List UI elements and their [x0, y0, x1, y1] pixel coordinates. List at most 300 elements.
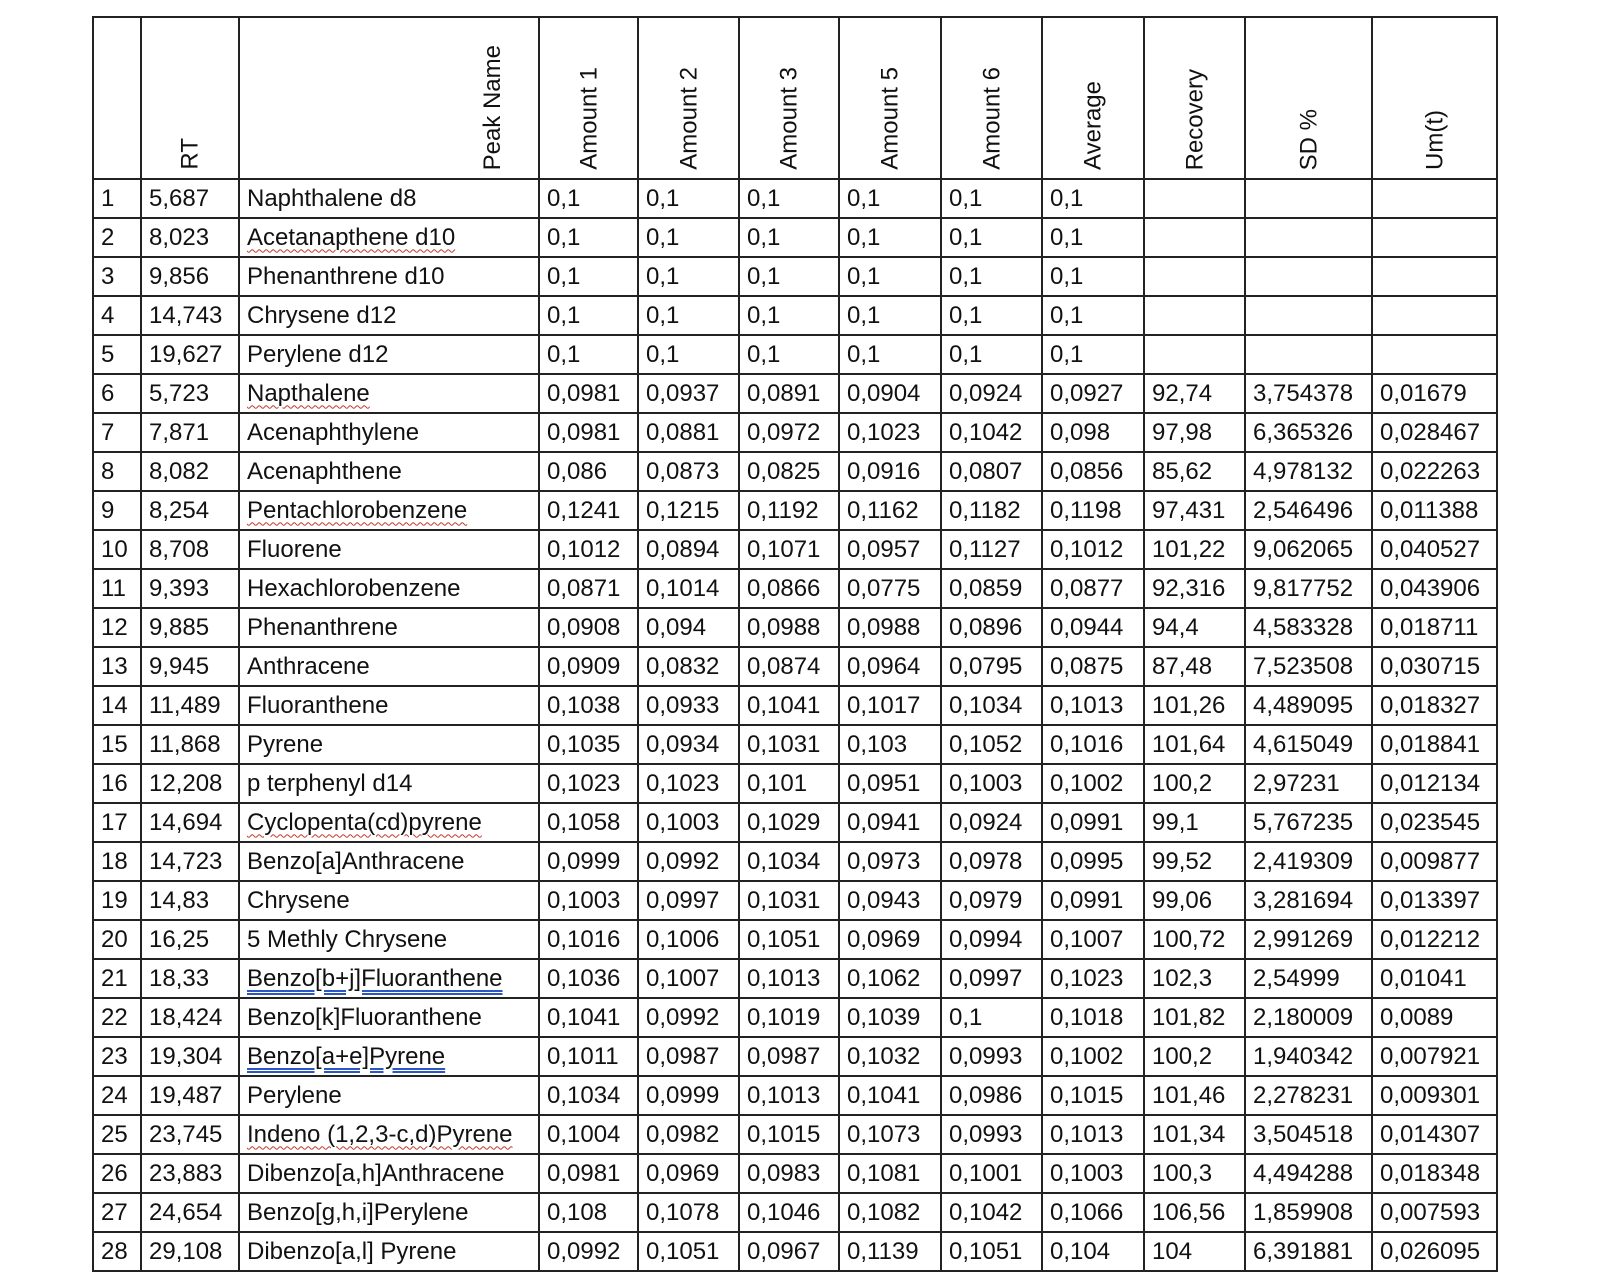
amount-6-cell	[941, 179, 1042, 218]
amount-6-cell-text: 0,0924	[949, 379, 1023, 407]
sd-percent-cell	[1245, 998, 1372, 1037]
row-index-text: 13	[101, 652, 128, 680]
um-t-cell	[1372, 1037, 1497, 1076]
um-t-cell	[1372, 179, 1497, 218]
amount-3-cell	[739, 1037, 839, 1076]
amount-1-cell	[539, 608, 638, 647]
recovery-cell	[1144, 413, 1245, 452]
amount-1-cell	[539, 257, 638, 296]
table-row	[93, 374, 1497, 413]
amount-2-cell-text: 0,0934	[646, 730, 720, 758]
amount-2-cell-text: 0,0987	[646, 1042, 720, 1070]
amount-1-cell-text: 0,1058	[547, 808, 621, 836]
amount-2-cell-text: 0,1	[646, 340, 680, 368]
amount-6-cell-text: 0,0795	[949, 652, 1023, 680]
amount-5-cell-text: 0,1023	[847, 418, 921, 446]
sd-percent-cell-text: 3,281694	[1253, 886, 1354, 914]
row-index	[93, 491, 141, 530]
um-t-cell	[1372, 530, 1497, 569]
row-index-text: 19	[101, 886, 128, 914]
peak-name-cell-text: Acenaphthene	[247, 457, 402, 485]
recovery-cell-text: 100,72	[1152, 925, 1226, 953]
rt-cell	[141, 179, 239, 218]
row-index-text: 23	[101, 1042, 128, 1070]
peak-name-cell-text: Pyrene	[247, 730, 324, 758]
recovery-cell	[1144, 257, 1245, 296]
header-label: Amount 1	[574, 67, 602, 170]
row-index-text: 24	[101, 1081, 128, 1109]
row-index-text: 2	[101, 223, 115, 251]
rt-cell	[141, 452, 239, 491]
amount-6-cell-text: 0,0924	[949, 808, 1023, 836]
recovery-cell-text: 99,52	[1152, 847, 1213, 875]
average-cell-text: 0,0991	[1050, 886, 1124, 914]
amount-5-cell	[839, 842, 941, 881]
row-index	[93, 569, 141, 608]
amount-2-cell	[638, 1115, 739, 1154]
amount-5-cell	[839, 647, 941, 686]
amount-1-cell-text: 0,1016	[547, 925, 621, 953]
sd-percent-cell-text: 5,767235	[1253, 808, 1354, 836]
amount-1-cell	[539, 647, 638, 686]
amount-5-cell	[839, 374, 941, 413]
peak-name-cell	[239, 1154, 539, 1193]
rt-cell	[141, 725, 239, 764]
header-amount-3	[739, 17, 839, 179]
row-index-text: 1	[101, 184, 115, 212]
amount-1-cell-text: 0,1	[547, 184, 581, 212]
amount-3-cell	[739, 413, 839, 452]
row-index-text: 22	[101, 1003, 128, 1031]
um-t-cell-text: 0,018348	[1380, 1159, 1481, 1187]
sd-percent-cell	[1245, 959, 1372, 998]
sd-percent-cell-text: 1,940342	[1253, 1042, 1354, 1070]
amount-3-cell	[739, 1232, 839, 1271]
amount-3-cell-text: 0,1019	[747, 1003, 821, 1031]
peak-name-cell-text: 5 Methly Chrysene	[247, 925, 448, 953]
recovery-cell-text: 101,22	[1152, 535, 1226, 563]
amount-5-cell	[839, 1076, 941, 1115]
peak-name-cell-text: Indeno (1,2,3-c,d)Pyrene	[247, 1120, 513, 1148]
amount-1-cell	[539, 842, 638, 881]
peak-name-cell	[239, 998, 539, 1037]
recovery-cell-text: 100,2	[1152, 1042, 1213, 1070]
table-row	[93, 1193, 1497, 1232]
amount-1-cell-text: 0,1	[547, 340, 581, 368]
amount-6-cell-text: 0,0994	[949, 925, 1023, 953]
rt-cell	[141, 647, 239, 686]
table-row	[93, 803, 1497, 842]
peak-name-cell-text: Cyclopenta(cd)pyrene	[247, 808, 482, 836]
recovery-cell-text: 102,3	[1152, 964, 1213, 992]
sd-percent-cell	[1245, 1193, 1372, 1232]
peak-name-cell	[239, 257, 539, 296]
amount-1-cell-text: 0,1036	[547, 964, 621, 992]
um-t-cell	[1372, 959, 1497, 998]
rt-cell-text: 8,023	[149, 223, 210, 251]
um-t-cell	[1372, 998, 1497, 1037]
amount-5-cell	[839, 764, 941, 803]
sd-percent-cell	[1245, 296, 1372, 335]
peak-name-cell-text: Dibenzo[a,l] Pyrene	[247, 1237, 457, 1265]
um-t-cell-text: 0,01041	[1380, 964, 1467, 992]
row-index	[93, 725, 141, 764]
amount-6-cell-text: 0,1127	[949, 535, 1021, 563]
row-index	[93, 1232, 141, 1271]
row-index-text: 27	[101, 1198, 128, 1226]
amount-3-cell-text: 0,0825	[747, 457, 821, 485]
amount-1-cell	[539, 1037, 638, 1076]
rt-cell-text: 8,082	[149, 457, 210, 485]
rt-cell-text: 29,108	[149, 1237, 223, 1265]
um-t-cell-text: 0,018711	[1380, 613, 1479, 641]
recovery-cell	[1144, 335, 1245, 374]
amount-5-cell	[839, 1154, 941, 1193]
amount-2-cell-text: 0,0982	[646, 1120, 720, 1148]
row-index-text: 7	[101, 418, 115, 446]
sd-percent-cell	[1245, 1115, 1372, 1154]
amount-5-cell-text: 0,1032	[847, 1042, 921, 1070]
amount-5-cell	[839, 296, 941, 335]
average-cell	[1042, 491, 1144, 530]
peak-name-cell-text: Acetanapthene d10	[247, 223, 456, 251]
amount-6-cell-text: 0,1	[949, 184, 983, 212]
amount-3-cell	[739, 335, 839, 374]
peak-name-cell	[239, 452, 539, 491]
amount-2-cell	[638, 569, 739, 608]
amount-6-cell-text: 0,0993	[949, 1120, 1023, 1148]
um-t-cell	[1372, 1076, 1497, 1115]
table-row	[93, 1154, 1497, 1193]
amount-2-cell-text: 0,0832	[646, 652, 720, 680]
results-table	[92, 16, 1498, 1272]
rt-cell-text: 8,254	[149, 496, 210, 524]
amount-5-cell-text: 0,1139	[847, 1237, 919, 1265]
amount-6-cell-text: 0,1	[949, 262, 983, 290]
amount-3-cell-text: 0,101	[747, 769, 808, 797]
average-cell	[1042, 413, 1144, 452]
sd-percent-cell	[1245, 1076, 1372, 1115]
rt-cell	[141, 257, 239, 296]
amount-2-cell	[638, 998, 739, 1037]
amount-3-cell	[739, 257, 839, 296]
amount-6-cell	[941, 608, 1042, 647]
rt-cell	[141, 608, 239, 647]
amount-5-cell-text: 0,0916	[847, 457, 921, 485]
table-row	[93, 1076, 1497, 1115]
amount-1-cell	[539, 1193, 638, 1232]
amount-3-cell	[739, 803, 839, 842]
table-row	[93, 920, 1497, 959]
amount-1-cell-text: 0,108	[547, 1198, 608, 1226]
peak-name-cell	[239, 218, 539, 257]
amount-3-cell-text: 0,1015	[747, 1120, 821, 1148]
amount-5-cell	[839, 959, 941, 998]
amount-3-cell-text: 0,1	[747, 262, 781, 290]
um-t-cell	[1372, 842, 1497, 881]
sd-percent-cell	[1245, 1154, 1372, 1193]
recovery-cell-text: 106,56	[1152, 1198, 1226, 1226]
average-cell	[1042, 179, 1144, 218]
amount-3-cell	[739, 725, 839, 764]
sd-percent-cell	[1245, 647, 1372, 686]
amount-5-cell	[839, 569, 941, 608]
row-index-text: 10	[101, 535, 128, 563]
table-row	[93, 257, 1497, 296]
recovery-cell	[1144, 374, 1245, 413]
rt-cell-text: 23,883	[149, 1159, 223, 1187]
rt-cell	[141, 1154, 239, 1193]
rt-cell	[141, 374, 239, 413]
header-amount-5	[839, 17, 941, 179]
amount-3-cell-text: 0,1031	[747, 886, 821, 914]
rt-cell	[141, 959, 239, 998]
recovery-cell-text: 85,62	[1152, 457, 1213, 485]
recovery-cell-text: 101,46	[1152, 1081, 1226, 1109]
peak-name-cell-text: Pentachlorobenzene	[247, 496, 468, 524]
amount-3-cell	[739, 881, 839, 920]
rt-cell-text: 7,871	[149, 418, 210, 446]
peak-name-cell	[239, 179, 539, 218]
table-row	[93, 881, 1497, 920]
amount-6-cell	[941, 881, 1042, 920]
amount-2-cell-text: 0,1014	[646, 574, 720, 602]
rt-cell	[141, 413, 239, 452]
amount-2-cell	[638, 1076, 739, 1115]
amount-5-cell-text: 0,1081	[847, 1159, 921, 1187]
average-cell-text: 0,1013	[1050, 691, 1124, 719]
row-index	[93, 530, 141, 569]
amount-2-cell-text: 0,0937	[646, 379, 720, 407]
amount-1-cell	[539, 1076, 638, 1115]
amount-1-cell	[539, 959, 638, 998]
amount-3-cell	[739, 1154, 839, 1193]
sd-percent-cell	[1245, 764, 1372, 803]
amount-2-cell	[638, 530, 739, 569]
amount-3-cell-text: 0,1031	[747, 730, 821, 758]
peak-name-cell	[239, 1076, 539, 1115]
table-row	[93, 1115, 1497, 1154]
amount-2-cell-text: 0,0992	[646, 847, 720, 875]
peak-name-cell-text: Fluoranthene	[247, 691, 389, 719]
amount-1-cell-text: 0,1	[547, 262, 581, 290]
amount-1-cell	[539, 530, 638, 569]
amount-5-cell-text: 0,103	[847, 730, 908, 758]
amount-5-cell	[839, 1193, 941, 1232]
amount-6-cell	[941, 413, 1042, 452]
table-row	[93, 413, 1497, 452]
amount-6-cell	[941, 452, 1042, 491]
amount-5-cell	[839, 491, 941, 530]
recovery-cell-text: 94,4	[1152, 613, 1199, 641]
amount-2-cell-text: 0,094	[646, 613, 707, 641]
amount-1-cell	[539, 1115, 638, 1154]
amount-1-cell-text: 0,1	[547, 223, 581, 251]
header-label: SD %	[1294, 108, 1322, 170]
peak-name-cell	[239, 686, 539, 725]
table-row	[93, 335, 1497, 374]
rt-cell-text: 5,723	[149, 379, 210, 407]
amount-5-cell-text: 0,0988	[847, 613, 921, 641]
amount-6-cell-text: 0,0978	[949, 847, 1023, 875]
amount-6-cell	[941, 218, 1042, 257]
average-cell-text: 0,104	[1050, 1237, 1111, 1265]
header-label: RT	[176, 138, 204, 170]
um-t-cell	[1372, 491, 1497, 530]
amount-6-cell-text: 0,1042	[949, 418, 1023, 446]
amount-2-cell	[638, 1232, 739, 1271]
amount-3-cell-text: 0,1051	[747, 925, 821, 953]
amount-6-cell-text: 0,1051	[949, 1237, 1023, 1265]
um-t-cell-text: 0,012212	[1380, 925, 1481, 953]
average-cell	[1042, 1115, 1144, 1154]
amount-2-cell-text: 0,1	[646, 223, 680, 251]
average-cell	[1042, 998, 1144, 1037]
recovery-cell	[1144, 764, 1245, 803]
average-cell	[1042, 1232, 1144, 1271]
amount-3-cell-text: 0,0983	[747, 1159, 821, 1187]
sd-percent-cell	[1245, 218, 1372, 257]
average-cell	[1042, 1154, 1144, 1193]
amount-2-cell-text: 0,0997	[646, 886, 720, 914]
sd-percent-cell	[1245, 1232, 1372, 1271]
sd-percent-cell	[1245, 257, 1372, 296]
row-index-text: 20	[101, 925, 128, 953]
amount-2-cell	[638, 764, 739, 803]
sd-percent-cell	[1245, 374, 1372, 413]
recovery-cell	[1144, 608, 1245, 647]
amount-5-cell-text: 0,1	[847, 262, 881, 290]
table-body	[93, 179, 1497, 1271]
um-t-cell-text: 0,009877	[1380, 847, 1481, 875]
recovery-cell	[1144, 842, 1245, 881]
average-cell-text: 0,0944	[1050, 613, 1124, 641]
amount-2-cell	[638, 335, 739, 374]
amount-2-cell	[638, 686, 739, 725]
um-t-cell-text: 0,040527	[1380, 535, 1481, 563]
amount-1-cell	[539, 452, 638, 491]
table-row	[93, 608, 1497, 647]
average-cell-text: 0,1023	[1050, 964, 1124, 992]
average-cell	[1042, 257, 1144, 296]
header-recovery	[1144, 17, 1245, 179]
amount-3-cell-text: 0,1192	[747, 496, 819, 524]
table-row	[93, 530, 1497, 569]
amount-5-cell-text: 0,0904	[847, 379, 921, 407]
peak-name-cell	[239, 803, 539, 842]
amount-5-cell	[839, 257, 941, 296]
amount-6-cell	[941, 764, 1042, 803]
amount-3-cell-text: 0,0874	[747, 652, 821, 680]
sd-percent-cell-text: 2,278231	[1253, 1081, 1354, 1109]
amount-2-cell	[638, 218, 739, 257]
amount-5-cell-text: 0,0775	[847, 574, 921, 602]
average-cell	[1042, 920, 1144, 959]
amount-6-cell	[941, 1193, 1042, 1232]
um-t-cell	[1372, 257, 1497, 296]
table-row	[93, 842, 1497, 881]
amount-1-cell-text: 0,0981	[547, 1159, 621, 1187]
um-t-cell	[1372, 608, 1497, 647]
row-index-text: 3	[101, 262, 115, 290]
average-cell-text: 0,098	[1050, 418, 1111, 446]
average-cell-text: 0,1	[1050, 223, 1084, 251]
sd-percent-cell-text: 1,859908	[1253, 1198, 1354, 1226]
sd-percent-cell	[1245, 920, 1372, 959]
header-label: Peak Name	[479, 44, 506, 170]
recovery-cell-text: 97,98	[1152, 418, 1213, 446]
average-cell-text: 0,1	[1050, 340, 1084, 368]
row-index	[93, 647, 141, 686]
amount-1-cell	[539, 803, 638, 842]
rt-cell-text: 14,83	[149, 886, 210, 914]
amount-3-cell	[739, 686, 839, 725]
um-t-cell	[1372, 1232, 1497, 1271]
amount-3-cell	[739, 569, 839, 608]
recovery-cell	[1144, 1037, 1245, 1076]
rt-cell-text: 11,489	[149, 691, 221, 719]
recovery-cell-text: 100,2	[1152, 769, 1213, 797]
sd-percent-cell-text: 2,419309	[1253, 847, 1354, 875]
um-t-cell	[1372, 1154, 1497, 1193]
amount-2-cell	[638, 647, 739, 686]
amount-2-cell-text: 0,1	[646, 262, 680, 290]
average-cell-text: 0,1066	[1050, 1198, 1124, 1226]
header-label: Um(t)	[1420, 110, 1448, 170]
rt-cell	[141, 218, 239, 257]
sd-percent-cell	[1245, 842, 1372, 881]
amount-5-cell	[839, 335, 941, 374]
amount-5-cell	[839, 413, 941, 452]
rt-cell-text: 16,25	[149, 925, 210, 953]
average-cell	[1042, 764, 1144, 803]
table-row	[93, 452, 1497, 491]
average-cell	[1042, 1076, 1144, 1115]
average-cell	[1042, 725, 1144, 764]
amount-1-cell	[539, 686, 638, 725]
amount-6-cell	[941, 1115, 1042, 1154]
amount-1-cell-text: 0,1241	[547, 496, 621, 524]
average-cell-text: 0,0875	[1050, 652, 1124, 680]
amount-3-cell	[739, 491, 839, 530]
average-cell	[1042, 296, 1144, 335]
row-index-text: 12	[101, 613, 128, 641]
amount-1-cell	[539, 1154, 638, 1193]
amount-6-cell	[941, 842, 1042, 881]
amount-2-cell-text: 0,1	[646, 301, 680, 329]
amount-3-cell-text: 0,0988	[747, 613, 821, 641]
amount-3-cell	[739, 647, 839, 686]
recovery-cell-text: 99,1	[1152, 808, 1199, 836]
average-cell-text: 0,0991	[1050, 808, 1124, 836]
amount-5-cell-text: 0,0964	[847, 652, 921, 680]
peak-name-cell-text: Acenaphthylene	[247, 418, 420, 446]
rt-cell-text: 18,424	[149, 1003, 223, 1031]
amount-3-cell-text: 0,1046	[747, 1198, 821, 1226]
amount-3-cell	[739, 296, 839, 335]
amount-6-cell-text: 0,0896	[949, 613, 1023, 641]
amount-2-cell-text: 0,1006	[646, 925, 720, 953]
average-cell-text: 0,0877	[1050, 574, 1124, 602]
peak-name-cell-text: Perylene d12	[247, 340, 389, 368]
row-index-text: 11	[101, 574, 126, 602]
peak-name-cell	[239, 374, 539, 413]
amount-2-cell-text: 0,1	[646, 184, 680, 212]
amount-1-cell	[539, 881, 638, 920]
header-label: Amount 5	[876, 67, 904, 170]
amount-6-cell	[941, 1154, 1042, 1193]
um-t-cell	[1372, 803, 1497, 842]
